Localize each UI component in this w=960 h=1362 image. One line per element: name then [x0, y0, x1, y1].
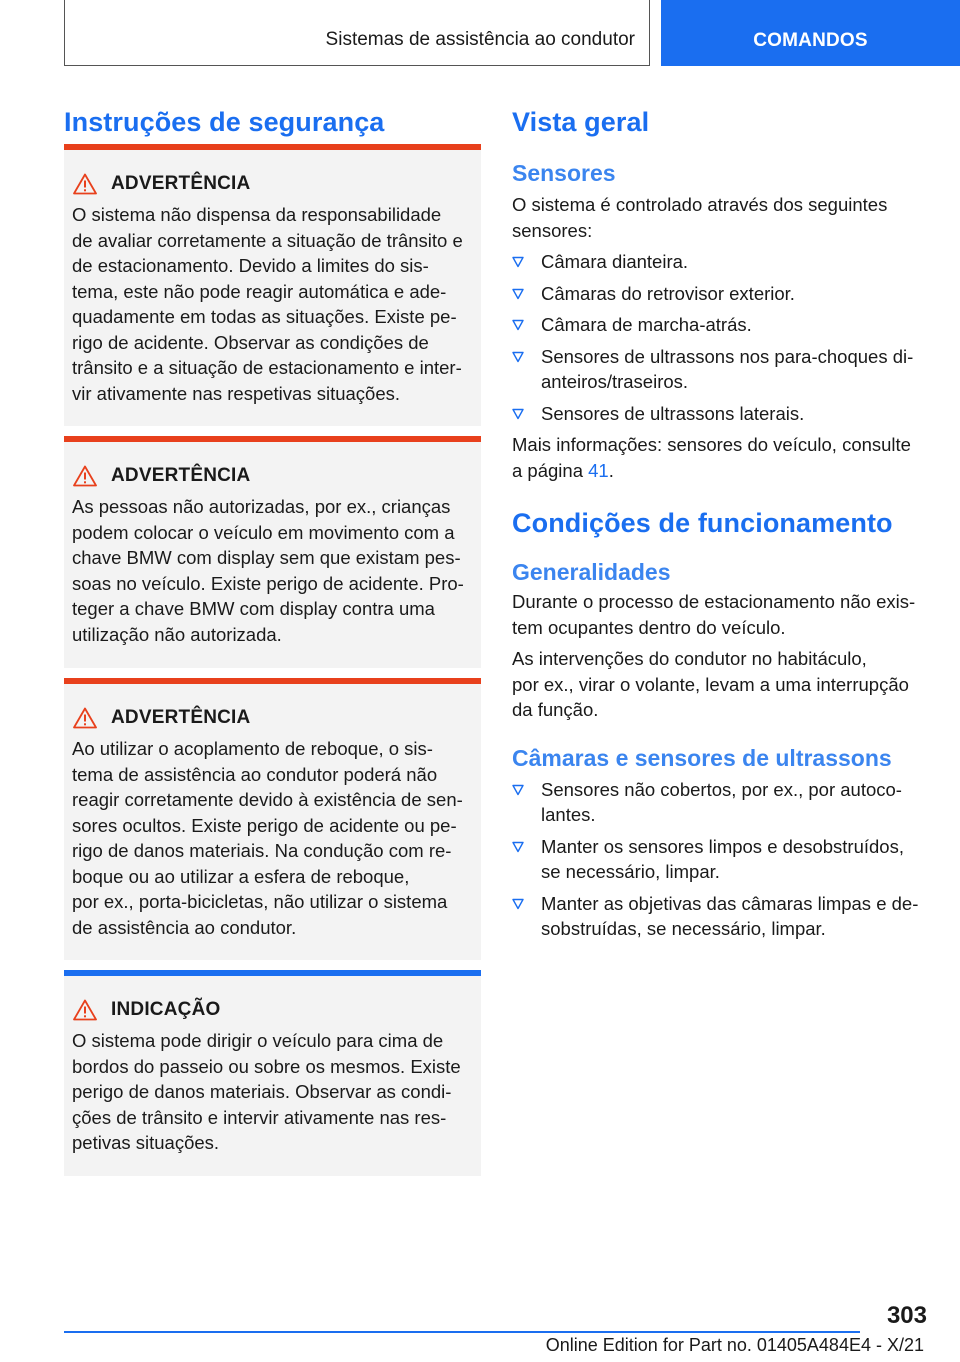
- sensors-intro: O sistema é controlado através dos seguintes sensores:: [512, 194, 888, 241]
- header-chapter-tab: [661, 0, 960, 66]
- warning-box-3-text: Ao utilizar o acoplamento de reboque, o sis- tema de assistência ao condutor poderá não reagir corretamente devido à existência de sen- sores ocultos. Existe perigo de acidente ou pe- rigo de danos materiais. Na condução com re- boque ou ao utilizar a esfera de reboque, por ex., porta-bicicletas, não utilizar o sistema de assistência ao condutor.: [72, 738, 463, 938]
- list-item: Câmara dianteira.: [512, 249, 930, 275]
- list-item: Manter as objetivas das câmaras limpas e de- sobstruídas, se necessário, limpar.: [512, 891, 930, 942]
- triangle-bullet-icon: [512, 256, 524, 268]
- triangle-bullet-icon: [512, 319, 524, 331]
- triangle-bullet-icon: [512, 784, 524, 796]
- header-section-title: Sistemas de assistência ao condutor: [325, 29, 635, 50]
- warning-box-3-title: ADVERTÊNCIA: [111, 707, 251, 728]
- warning-triangle-icon: [73, 999, 97, 1021]
- warning-box-1-title: ADVERTÊNCIA: [111, 173, 251, 194]
- more-info-text: Mais informações: sensores do veículo, consulte a página 41.: [512, 434, 911, 481]
- notice-box-title: INDICAÇÃO: [111, 999, 221, 1020]
- cameras-heading: Câmaras e sensores de ultrassons: [512, 744, 892, 771]
- list-item: Sensores de ultrassons nos para-choques di- anteiros/traseiros.: [512, 344, 930, 395]
- footer-divider: [64, 1331, 860, 1333]
- overview-heading: Vista geral: [512, 107, 650, 137]
- list-item: Sensores não cobertos, por ex., por autoco- lantes.: [512, 777, 930, 828]
- triangle-bullet-icon: [512, 408, 524, 420]
- warning-box-2-text: As pessoas não autorizadas, por ex., crianças podem colocar o veículo em movimento com a chave BMW com display sem que existam pes- soas no veículo. Existe perigo de acidente. Pro- teger a chave BMW com display contra uma utilização não autorizada.: [72, 496, 464, 645]
- list-item: Sensores de ultrassons laterais.: [512, 401, 930, 427]
- header-chapter-title: COMANDOS: [753, 30, 868, 51]
- warning-triangle-icon: [73, 465, 97, 487]
- warning-box-3: [64, 678, 481, 960]
- sensors-list: [512, 249, 930, 426]
- warning-box-1: [64, 144, 481, 426]
- right-column: [512, 100, 930, 948]
- triangle-bullet-icon: [512, 288, 524, 300]
- safety-heading: Instruções de segurança: [64, 107, 385, 137]
- header-section-tab: [64, 0, 650, 66]
- page-link-41[interactable]: 41: [588, 459, 609, 481]
- notice-box-text: O sistema pode dirigir o veículo para cima de bordos do passeio ou sobre os mesmos. Existe perigo de danos materiais. Observar as condi- ções de trânsito e intervir ativamente nas res- petivas situações.: [72, 1030, 461, 1153]
- list-item: Câmaras do retrovisor exterior.: [512, 281, 930, 307]
- notice-box: [64, 970, 481, 1176]
- warning-triangle-icon: [73, 173, 97, 195]
- warning-triangle-icon: [73, 707, 97, 729]
- list-item: Manter os sensores limpos e desobstruídos, se necessário, limpar.: [512, 834, 930, 885]
- cameras-list: [512, 777, 930, 942]
- footer-edition: Online Edition for Part no. 01405A484E4 - X/21: [545, 1335, 924, 1355]
- triangle-bullet-icon: [512, 351, 524, 363]
- conditions-heading: Condições de funcionamento: [512, 508, 893, 538]
- triangle-bullet-icon: [512, 841, 524, 853]
- triangle-bullet-icon: [512, 898, 524, 910]
- list-item: Câmara de marcha-atrás.: [512, 312, 930, 338]
- general-paragraph-1: Durante o processo de estacionamento não exis- tem ocupantes dentro do veículo.: [512, 591, 916, 638]
- page-number: 303: [886, 1302, 927, 1329]
- warning-box-1-text: O sistema não dispensa da responsabilidade de avaliar corretamente a situação de trânsito e de estacionamento. Devido a limites do sis- tema, este não pode reagir automática e ade- quadamente em todas as situações. Existe pe- rigo de acidente. Observar as condições de trânsito e a situação de estacionamento e inter- vir ativamente nas respetivas situações.: [72, 204, 463, 404]
- general-heading: Generalidades: [512, 559, 671, 585]
- sensors-heading: Sensores: [512, 160, 616, 186]
- general-paragraph-2: As intervenções do condutor no habitáculo, por ex., virar o volante, levam a uma interrupção da função.: [512, 648, 909, 720]
- warning-box-2-title: ADVERTÊNCIA: [111, 465, 251, 486]
- left-column: [64, 100, 481, 1153]
- warning-box-2: [64, 436, 481, 668]
